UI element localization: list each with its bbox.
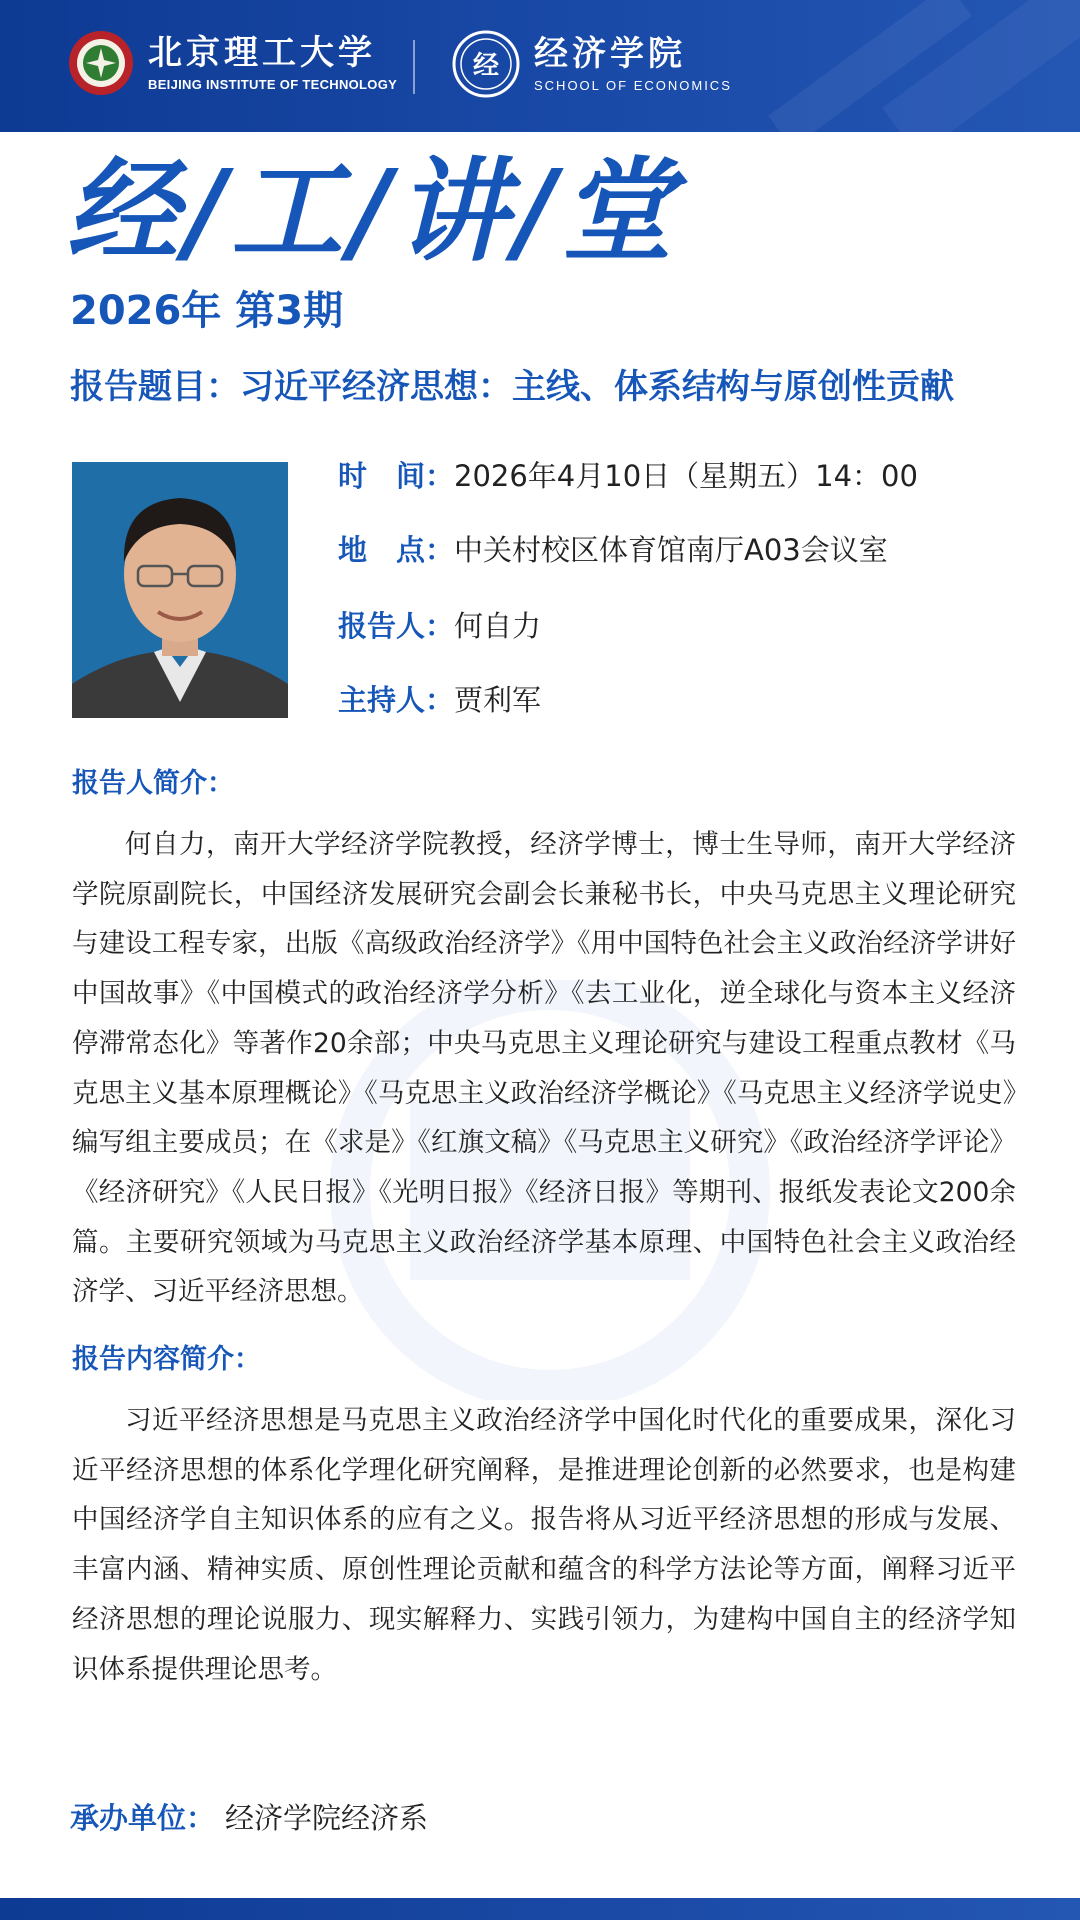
speaker-value: 何自力 [454,609,542,643]
organizer-row [70,1798,428,1838]
organizer-value: 经济学院经济系 [225,1801,429,1835]
school-name-en: SCHOOL OF ECONOMICS [534,78,732,93]
bio-heading: 报告人简介： [72,768,234,799]
speaker-photo [72,462,288,718]
time-value: 2026年4月10日（星期五）14：00 [454,459,918,493]
university-name-en: BEIJING INSTITUTE OF TECHNOLOGY [148,77,398,92]
organizer-label: 承办单位： [70,1801,216,1835]
abstract-heading: 报告内容简介： [72,1344,261,1375]
info-speaker-row [338,606,541,646]
place-value: 中关村校区体育馆南厅A03会议室 [454,533,888,567]
bit-logo-group [68,30,397,96]
bit-logo-icon [68,30,134,96]
speaker-label: 报告人： [338,609,455,643]
series-title: 经/工/讲/堂 [66,146,679,277]
school-logo-group [452,30,732,98]
school-name [534,34,732,94]
svg-text:经: 经 [472,51,500,81]
bio-text: 何自力，南开大学经济学院教授，经济学博士，博士生导师，南开大学经济学院原副院长，中国经济发展研究会副会长兼秘书长，中央马克思主义理论研究与建设工程专家，出版《高级政治经济学》《用中国特色社会主义政治经济学讲好中国故事》《中国模式的政治经济学分析》《去工业化，逆全球化与资本主义经济停滞常态化》等著作20余部；中央马克思主义理论研究与建设工程重点教材《马克思主义基本原理概论》《马克思主义政治经济学概论》《马克思主义经济学说史》编写组主要成员；在《求是》《红旗文稿》《马克思主义研究》《政治经济学评论》《经济研究》《人民日报》《光明日报》《经济日报》等期刊、报纸发表论文200余篇。主要研究领域为马克思主义政治经济学基本原理、中国特色社会主义政治经济学、习近平经济思想。 [72,829,1016,1308]
university-name-cn: 北京理工大学 [148,33,376,73]
footer-bar [0,1898,1080,1920]
speaker-portrait-image [72,462,288,718]
header-divider [413,40,415,94]
school-of-economics-logo-icon [452,30,520,98]
issue-number: 2026年 第3期 [70,288,344,334]
info-place-row [338,530,888,570]
abstract-text: 习近平经济思想是马克思主义政治经济学中国化时代化的重要成果，深化习近平经济思想的体系化学理化研究阐释，是推进理论创新的必然要求，也是构建中国经济学自主知识体系的应有之义。报告将从习近平经济思想的形成与发展、丰富内涵、精神实质、原创性理论贡献和蕴含的科学方法论等方面，阐释习近平经济思想的理论说服力、现实解释力、实践引领力，为建构中国自主的经济学知识体系提供理论思考。 [72,1405,1016,1685]
host-value: 贾利军 [454,683,542,717]
school-name-cn: 经济学院 [534,34,686,74]
info-time-row [338,456,918,496]
header-banner [0,0,1080,132]
university-name [148,33,397,93]
lecture-topic: 报告题目：习近平经济思想：主线、体系结构与原创性贡献 [70,367,954,407]
place-label: 地 点： [338,533,455,567]
host-label: 主持人： [338,683,455,717]
info-host-row [338,680,541,720]
time-label: 时 间： [338,459,455,493]
